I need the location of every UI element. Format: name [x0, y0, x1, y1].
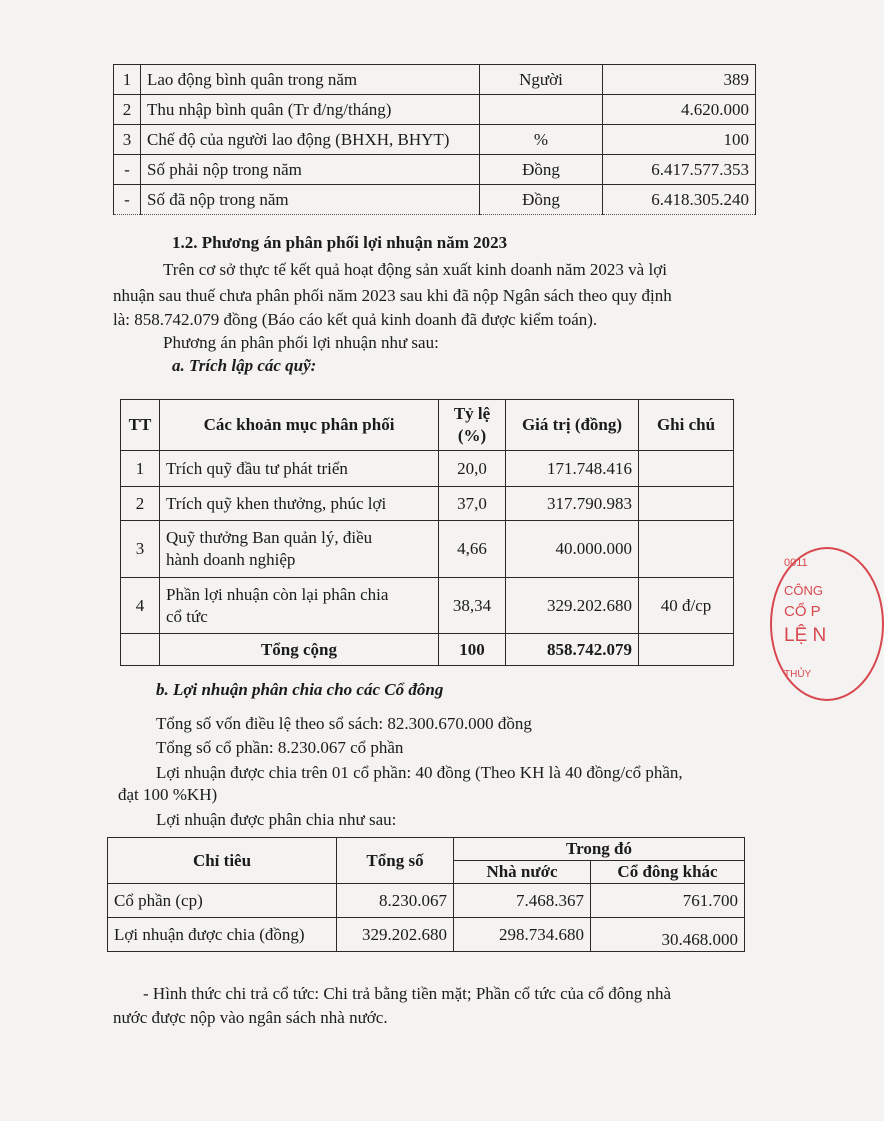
- table-row: [114, 65, 756, 95]
- row-unit: Người: [480, 65, 603, 95]
- row-item-line: Trích quỹ đầu tư phát triển: [166, 458, 348, 478]
- row-value: 171.748.416: [506, 451, 639, 487]
- row-note: [639, 521, 734, 578]
- plan-text: Phương án phân phối lợi nhuận như sau:: [163, 333, 439, 352]
- table-row: [121, 487, 734, 521]
- col-header-item: Các khoản mục phân phối: [160, 400, 439, 451]
- row-value: 389: [603, 65, 756, 95]
- col-header-rate: [439, 400, 506, 451]
- row-label: Thu nhập bình quân (Tr đ/ng/tháng): [141, 95, 480, 125]
- row-number: -: [114, 155, 141, 185]
- row-item: [160, 451, 439, 487]
- row-total: 329.202.680: [337, 918, 454, 952]
- table-header-row: [108, 838, 745, 861]
- seal-text: THỦY: [784, 669, 812, 680]
- table-row: [114, 125, 756, 155]
- row-total: 8.230.067: [337, 884, 454, 918]
- row-value: 6.417.577.353: [603, 155, 756, 185]
- row-label: Cổ phần (cp): [108, 884, 337, 918]
- table-row: [114, 95, 756, 125]
- col-header-note: Ghi chú: [639, 400, 734, 451]
- row-number: 1: [114, 65, 141, 95]
- row-state: 7.468.367: [454, 884, 591, 918]
- table-row: [121, 578, 734, 634]
- intro-line: nhuận sau thuế chưa phân phối năm 2023 sau khi đã nộp Ngân sách theo quy định: [113, 286, 672, 305]
- total-rate: 100: [439, 634, 506, 666]
- row-item-line: Quỹ thưởng Ban quản lý, điều: [166, 528, 373, 547]
- row-state: 298.734.680: [454, 918, 591, 952]
- total-note: [639, 634, 734, 666]
- labor-table: [113, 64, 756, 215]
- row-item: [160, 578, 439, 634]
- row-label: Chế độ của người lao động (BHXH, BHYT): [141, 125, 480, 155]
- intro-line: là: 858.742.079 đồng (Báo cáo kết quả kinh doanh đã được kiểm toán).: [113, 310, 598, 329]
- company-seal: [770, 547, 884, 701]
- rate-header-line2: (%): [457, 426, 487, 445]
- table-row: [108, 884, 745, 918]
- row-label: Số phải nộp trong năm: [141, 155, 480, 185]
- row-label: Số đã nộp trong năm: [141, 185, 480, 215]
- row-item: [160, 521, 439, 578]
- row-number: -: [114, 185, 141, 215]
- row-value: 100: [603, 125, 756, 155]
- row-item-line: cổ tức: [166, 606, 208, 626]
- row-rate: 4,66: [439, 521, 506, 578]
- row-rate: 20,0: [439, 451, 506, 487]
- sub-heading-b: b. Lợi nhuận phân chia cho các Cổ đông: [156, 680, 444, 699]
- row-value: 317.790.983: [506, 487, 639, 521]
- row-number: 3: [114, 125, 141, 155]
- intro-line: Trên cơ sở thực tế kết quả hoạt động sản xuất kinh doanh năm 2023 và lợi: [163, 260, 667, 279]
- rate-header-line1: Tỷ lệ: [453, 404, 491, 423]
- charter-capital: Tổng số vốn điều lệ theo sổ sách: 82.300.670.000 đồng: [156, 714, 532, 733]
- total-label: Tổng cộng: [160, 634, 439, 666]
- per-share-line: đạt 100 %KH): [118, 785, 218, 804]
- col-header-other: Cổ đông khác: [591, 861, 745, 884]
- row-tt: 1: [121, 451, 160, 487]
- col-header-value: Giá trị (đồng): [506, 400, 639, 451]
- fund-allocation-table: [120, 399, 734, 666]
- row-other: 761.700: [591, 884, 745, 918]
- row-note: [639, 451, 734, 487]
- closing-line: - Hình thức chi trả cổ tức: Chi trả bằng tiền mặt; Phần cổ tức của cổ đông nhà: [143, 984, 672, 1003]
- table-row: [121, 521, 734, 578]
- table-row: [114, 185, 756, 215]
- seal-text: CÔNG: [784, 583, 823, 598]
- table-row: [121, 451, 734, 487]
- seal-text: CỔ P: [784, 603, 821, 620]
- table-row: [114, 155, 756, 185]
- row-unit: Đồng: [480, 155, 603, 185]
- row-rate: 37,0: [439, 487, 506, 521]
- col-header-tt: TT: [121, 400, 160, 451]
- dividend-table: [107, 837, 745, 952]
- col-header-of-which: Trong đó: [454, 838, 745, 861]
- split-text: Lợi nhuận được phân chia như sau:: [156, 810, 397, 829]
- col-header-total: Tổng số: [337, 838, 454, 884]
- row-value: 6.418.305.240: [603, 185, 756, 215]
- row-value: 40.000.000: [506, 521, 639, 578]
- row-item-line: Trích quỹ khen thưởng, phúc lợi: [166, 493, 387, 513]
- row-note: 40 đ/cp: [639, 578, 734, 634]
- row-other: 30.468.000: [591, 918, 745, 952]
- row-number: 2: [114, 95, 141, 125]
- row-label: Lợi nhuận được chia (đồng): [108, 918, 337, 952]
- seal-text: 0011: [784, 557, 808, 569]
- total-value: 858.742.079: [506, 634, 639, 666]
- table-row: [108, 918, 745, 952]
- row-item-line: Phần lợi nhuận còn lại phân chia: [166, 584, 389, 604]
- row-tt: 3: [121, 521, 160, 578]
- col-header-indicator: Chỉ tiêu: [108, 838, 337, 884]
- row-tt: 4: [121, 578, 160, 634]
- row-label: Lao động bình quân trong năm: [141, 65, 480, 95]
- row-item: [160, 487, 439, 521]
- col-header-state: Nhà nước: [454, 861, 591, 884]
- sub-heading-a: a. Trích lập các quỹ:: [172, 356, 317, 375]
- row-tt: 2: [121, 487, 160, 521]
- row-note: [639, 487, 734, 521]
- total-tt: [121, 634, 160, 666]
- row-unit: %: [480, 125, 603, 155]
- row-unit: Đồng: [480, 185, 603, 215]
- row-value: 4.620.000: [603, 95, 756, 125]
- row-rate: 38,34: [439, 578, 506, 634]
- section-heading: 1.2. Phương án phân phối lợi nhuận năm 2023: [172, 233, 508, 252]
- table-header-row: [121, 400, 734, 451]
- seal-text: LỆ N: [784, 625, 827, 646]
- total-shares: Tổng số cổ phần: 8.230.067 cổ phần: [156, 738, 404, 757]
- row-value: 329.202.680: [506, 578, 639, 634]
- total-row: [121, 634, 734, 666]
- row-item-line: hành doanh nghiệp: [166, 550, 296, 569]
- closing-line: nước được nộp vào ngân sách nhà nước.: [113, 1008, 388, 1027]
- row-unit: [480, 95, 603, 125]
- per-share-line: Lợi nhuận được chia trên 01 cổ phần: 40 đồng (Theo KH là 40 đồng/cổ phần,: [156, 763, 683, 782]
